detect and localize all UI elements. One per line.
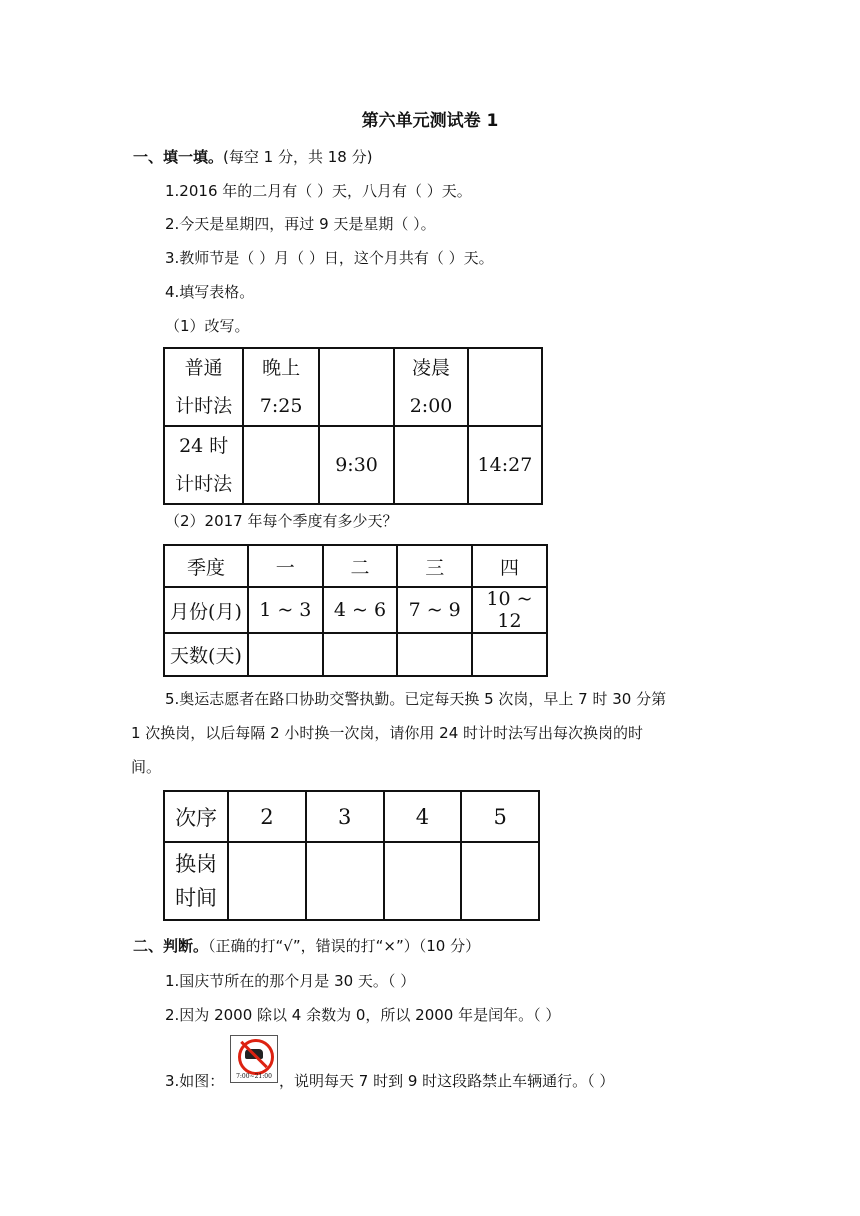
no-vehicles-sign-icon: [230, 1035, 278, 1083]
section-2-note: （正确的打“√”，错误的打“×”）（10 分）: [208, 937, 481, 955]
table2-header: 季度: [164, 545, 248, 587]
table2-cell: 7 ~ 9: [397, 587, 472, 633]
table3-order: 2: [228, 791, 306, 842]
question-2-3-text: ，说明每天 7 时到 9 时这段路禁止车辆通行。（ ）: [279, 1072, 615, 1090]
table2-cell-empty: [248, 633, 323, 676]
table2-cell: 天数(天): [164, 633, 248, 676]
time-conversion-table: [163, 347, 543, 505]
table3-cell-empty: [461, 842, 539, 920]
table1-row-head-24h-line2: 计时法: [175, 473, 233, 495]
table1-cell-line2: 2:00: [409, 395, 453, 417]
question-1-5-line3: 间。: [131, 758, 162, 776]
section-2-title: 二、判断。: [133, 937, 209, 955]
table1-cell: 14:27: [468, 426, 542, 504]
table2-cell: 月份(月): [164, 587, 248, 633]
table3-cell-empty: [306, 842, 384, 920]
table1-cell-empty: [468, 348, 542, 426]
table1-row-head-24h: [164, 426, 243, 504]
table1-cell-empty: [319, 348, 394, 426]
table2-header: 四: [472, 545, 547, 587]
table1-cell-line2: 7:25: [259, 395, 303, 417]
table2-header: 三: [397, 545, 472, 587]
question-1-3: 3.教师节是（ ）月（ ）日，这个月共有（ ）天。: [165, 249, 494, 267]
question-2-3-prefix: 3.如图：: [165, 1072, 225, 1090]
question-1-1: 1.2016 年的二月有（ ）天，八月有（ ）天。: [165, 182, 472, 200]
table3-cell-empty: [384, 842, 462, 920]
question-1-4-1: （1）改写。: [165, 317, 250, 335]
section-1-heading: [133, 146, 372, 167]
page-title: 第六单元测试卷 1: [361, 111, 499, 131]
question-1-4: 4.填写表格。: [165, 283, 255, 301]
sign-caption: 7:00~21:00: [236, 1073, 272, 1080]
table2-header: 一: [248, 545, 323, 587]
shift-time-table: [163, 790, 540, 921]
table3-order: 5: [461, 791, 539, 842]
table3-time-label: [164, 842, 228, 920]
table1-row-head-12h-line2: 计时法: [175, 395, 233, 417]
question-1-5-line2: 1 次换岗，以后每隔 2 小时换一次岗，请你用 24 时计时法写出每次换岗的时: [131, 724, 644, 742]
table1-cell-empty: [394, 426, 468, 504]
table3-order-label: 次序: [164, 791, 228, 842]
question-1-4-2: （2）2017 年每个季度有多少天？: [165, 512, 398, 530]
table1-cell: 9:30: [319, 426, 394, 504]
table1-cell-line1: 晚上: [262, 357, 301, 379]
table3-cell-empty: [228, 842, 306, 920]
table3-time-label-line2: 时间: [175, 886, 218, 910]
section-2-heading: [133, 935, 480, 956]
table3-time-label-line1: 换岗: [175, 852, 218, 876]
table1-cell: [243, 348, 318, 426]
question-1-5-line1: 5.奥运志愿者在路口协助交警执勤。已定每天换 5 次岗，早上 7 时 30 分第: [165, 690, 667, 708]
quarter-days-table: [163, 544, 548, 677]
section-1-note: (每空 1 分，共 18 分): [223, 148, 373, 166]
table1-cell-empty: [243, 426, 318, 504]
question-2-2: 2.因为 2000 除以 4 余数为 0，所以 2000 年是闰年。（ ）: [165, 1006, 561, 1024]
table1-row-head-12h: [164, 348, 243, 426]
table2-cell-empty: [472, 633, 547, 676]
table1-row-head-24h-line1: 24 时: [179, 435, 229, 457]
question-2-1: 1.国庆节所在的那个月是 30 天。（ ）: [165, 972, 416, 990]
table2-cell: 10 ~ 12: [472, 587, 547, 633]
question-1-2: 2.今天是星期四，再过 9 天是星期（ ）。: [165, 215, 436, 233]
table1-cell: [394, 348, 468, 426]
table1-cell-line1: 凌晨: [412, 357, 451, 379]
table2-header: 二: [323, 545, 398, 587]
table2-cell: 1 ~ 3: [248, 587, 323, 633]
table1-row-head-12h-line1: 普通: [184, 357, 223, 379]
table2-cell: 4 ~ 6: [323, 587, 398, 633]
table3-order: 4: [384, 791, 462, 842]
table3-order: 3: [306, 791, 384, 842]
section-1-title: 一、填一填。: [133, 148, 224, 166]
table2-cell-empty: [323, 633, 398, 676]
table2-cell-empty: [397, 633, 472, 676]
